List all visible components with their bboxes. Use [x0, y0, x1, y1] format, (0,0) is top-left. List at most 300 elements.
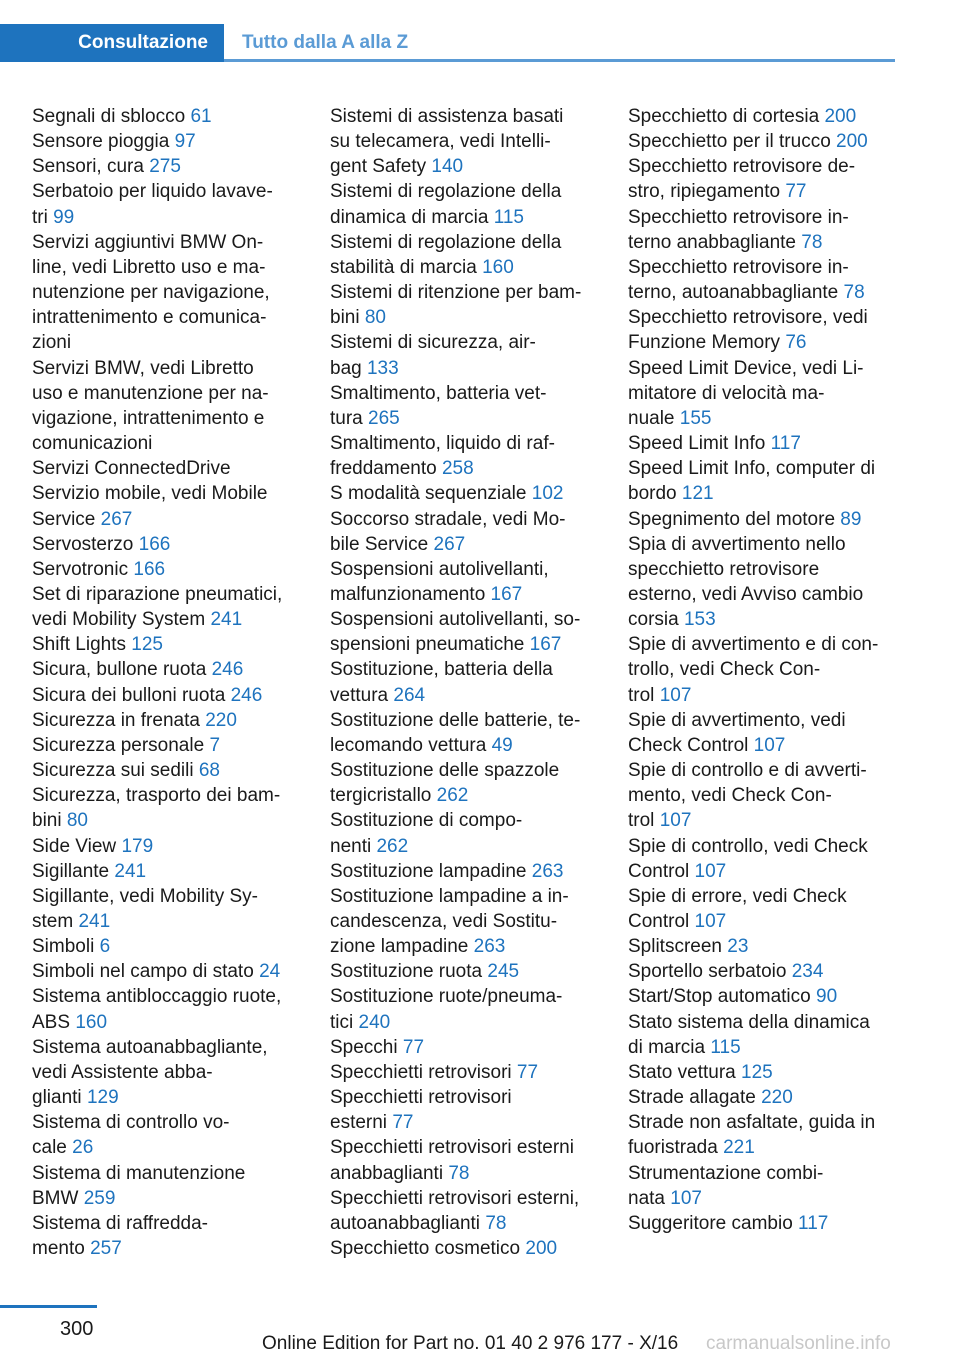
- index-entry: [628, 456, 896, 506]
- index-entry-term: Specchietti retrovisori: [330, 1087, 512, 1109]
- watermark: carmanualsonline.info: [706, 1333, 891, 1354]
- index-entry-text: [32, 104, 304, 129]
- page-link[interactable]: 166: [138, 533, 171, 555]
- index-entry-term: nuale: [628, 407, 675, 429]
- index-entry-text: [32, 959, 304, 984]
- index-entry-term: Sostituzione di compo-: [330, 810, 523, 832]
- page-link[interactable]: 258: [441, 458, 474, 480]
- page-link[interactable]: 259: [83, 1187, 116, 1209]
- page-link[interactable]: 263: [473, 936, 506, 958]
- page-link[interactable]: 77: [402, 1036, 425, 1058]
- page-link[interactable]: 107: [753, 734, 786, 756]
- index-entry-text: [32, 733, 304, 758]
- index-entry-term: Strumentazione combi-: [628, 1162, 824, 1184]
- index-entry-term: Sistemi di ritenzione per bam-: [330, 282, 582, 304]
- index-entry-term: Splitscreen: [628, 936, 722, 958]
- index-entry-text: [330, 1110, 602, 1135]
- page-link[interactable]: 121: [681, 483, 714, 505]
- index-entry-term: ABS: [32, 1011, 71, 1033]
- page-link[interactable]: 26: [72, 1137, 94, 1159]
- index-entry-text: [32, 934, 304, 959]
- index-entry: [628, 1110, 896, 1160]
- index-entry-term: Sostituzione lampadine: [330, 860, 527, 882]
- index-column-2: [330, 104, 602, 1261]
- index-entry-text: [330, 1161, 602, 1186]
- index-entry-text: [32, 708, 304, 733]
- page-link[interactable]: 80: [364, 307, 386, 329]
- index-entry-term: stro, ripiegamento: [628, 181, 781, 203]
- index-entry-term: dinamica di marcia: [330, 206, 489, 228]
- page-link[interactable]: 167: [529, 634, 562, 656]
- index-entry: [330, 1085, 602, 1135]
- page-link[interactable]: 264: [393, 684, 426, 706]
- index-entry-text: [330, 406, 602, 431]
- page-link[interactable]: 77: [516, 1061, 539, 1083]
- index-entry-text: [628, 984, 896, 1009]
- index-entry-text: [628, 1085, 896, 1110]
- index-entry-term: Specchietto di cortesia: [628, 106, 820, 127]
- index-entry: [32, 984, 304, 1034]
- index-entry: [330, 507, 602, 557]
- page-link[interactable]: 24: [259, 961, 281, 983]
- index-entry-term: Sicurezza personale: [32, 734, 205, 756]
- index-entry-term: Sistema di manutenzione: [32, 1162, 246, 1184]
- index-entry-term: Sistemi di regolazione della: [330, 181, 562, 203]
- index-entry-text: [330, 481, 602, 506]
- page-link[interactable]: 221: [723, 1137, 755, 1159]
- index-entry: [628, 129, 896, 154]
- index-entry: [628, 934, 896, 959]
- index-entry-term: tergicristallo: [330, 785, 432, 807]
- page-link[interactable]: 153: [683, 609, 716, 631]
- index-entry-term: Speed Limit Device, vedi Li-: [628, 357, 864, 379]
- page-link[interactable]: 179: [121, 835, 154, 857]
- page-link[interactable]: 140: [431, 156, 464, 178]
- index-entry: [32, 758, 304, 783]
- index-entry-term: tici: [330, 1011, 354, 1033]
- page-link[interactable]: 125: [741, 1061, 773, 1083]
- index-entry-term: Servizi ConnectedDrive: [32, 458, 231, 480]
- page-link[interactable]: 117: [770, 433, 801, 455]
- index-entry-term: spensioni pneumatiche: [330, 634, 525, 656]
- index-entry-text: [330, 632, 602, 657]
- index-entry-text: [32, 1035, 304, 1060]
- page-link[interactable]: 99: [53, 206, 75, 228]
- index-entry-term: Sistema di raffredda-: [32, 1212, 209, 1234]
- index-entry-term: Sostituzione ruote/pneuma-: [330, 986, 563, 1008]
- index-entry-text: [330, 431, 602, 456]
- index-entry: [32, 859, 304, 884]
- index-entry-text: [32, 884, 304, 909]
- index-entry: [330, 984, 602, 1034]
- index-entry-term: fuoristrada: [628, 1137, 718, 1159]
- index-entry-text: [330, 959, 602, 984]
- index-entry-term: tura: [330, 407, 363, 429]
- page-link[interactable]: 77: [392, 1112, 414, 1134]
- section-tab-consultazione[interactable]: Consultazione: [0, 24, 224, 62]
- index-entry-text: [32, 1236, 304, 1261]
- page-link[interactable]: 117: [798, 1212, 829, 1234]
- index-entry-term: Specchietto retrovisore in-: [628, 206, 849, 228]
- index-entry-text: [330, 783, 602, 808]
- index-entry-text: [628, 104, 896, 129]
- index-entry-term: Specchietti retrovisori: [330, 1061, 512, 1083]
- index-entry-term: vigazione, intrattenimento e: [32, 407, 265, 429]
- page-link[interactable]: 245: [487, 961, 520, 983]
- index-entry-term: Stato vettura: [628, 1061, 736, 1083]
- page-link[interactable]: 265: [368, 407, 400, 429]
- index-entry: [32, 783, 304, 833]
- index-entry-text: [32, 909, 304, 934]
- page-link[interactable]: 200: [836, 131, 868, 153]
- index-entry-term: mitatore di velocità ma-: [628, 382, 825, 404]
- index-entry: [628, 1060, 896, 1085]
- index-entry: [628, 959, 896, 984]
- index-entry-text: [330, 305, 602, 330]
- page-link[interactable]: 78: [843, 282, 865, 304]
- index-entry-term: Start/Stop automatico: [628, 986, 811, 1008]
- index-entry-text: [32, 808, 304, 833]
- page-link[interactable]: 246: [211, 659, 244, 681]
- page-link[interactable]: 78: [448, 1162, 470, 1184]
- index-entry-text: [628, 330, 896, 355]
- index-entry-text: [628, 456, 896, 481]
- page-link[interactable]: 107: [659, 810, 692, 832]
- index-entry-term: Sistema di controllo vo-: [32, 1112, 230, 1134]
- index-entry-term: trol: [628, 810, 655, 832]
- index-entry: [32, 733, 304, 758]
- index-entry-term: terno, autoanabbagliante: [628, 282, 839, 304]
- index-entry-text: [330, 381, 602, 406]
- index-entry: [330, 481, 602, 506]
- index-entry-term: esterno, vedi Avviso cambio: [628, 583, 864, 605]
- page-link[interactable]: 262: [436, 785, 469, 807]
- index-entry: [32, 557, 304, 582]
- page-link[interactable]: 23: [727, 936, 749, 958]
- index-entry-text: [32, 632, 304, 657]
- index-entry-term: Sensori, cura: [32, 156, 144, 178]
- index-entry-term: line, vedi Libretto uso e ma-: [32, 256, 266, 278]
- index-entry: [330, 1135, 602, 1185]
- page-link[interactable]: 77: [785, 181, 807, 203]
- index-entry: [330, 859, 602, 884]
- index-entry-text: [32, 984, 304, 1009]
- index-entry-term: Spie di errore, vedi Check: [628, 885, 847, 907]
- index-entry: [628, 104, 896, 129]
- index-entry-term: gent Safety: [330, 156, 427, 178]
- page-link[interactable]: 6: [99, 936, 111, 958]
- index-entry-text: [330, 808, 602, 833]
- index-entry-text: [628, 1186, 896, 1211]
- page-link[interactable]: 115: [493, 206, 524, 228]
- index-entry-text: [32, 280, 304, 305]
- page-link[interactable]: 76: [785, 332, 807, 354]
- index-entry: [32, 532, 304, 557]
- index-entry-text: [330, 884, 602, 909]
- page-link[interactable]: 166: [133, 558, 166, 580]
- index-entry-text: [628, 683, 896, 708]
- index-entry-term: Serbatoio per liquido lavave-: [32, 181, 273, 203]
- page-link[interactable]: 241: [114, 860, 147, 882]
- index-entry-text: [32, 431, 304, 456]
- index-entry-term: Set di riparazione pneumatici,: [32, 583, 283, 605]
- page-link[interactable]: 7: [209, 734, 221, 756]
- page-link[interactable]: 107: [659, 684, 692, 706]
- index-entry: [330, 607, 602, 657]
- index-entry-term: Sicurezza in frenata: [32, 709, 200, 731]
- page-link[interactable]: 78: [801, 231, 823, 253]
- index-entry-term: su telecamera, vedi Intelli-: [330, 131, 551, 153]
- index-entry-term: Spie di avvertimento e di con-: [628, 634, 879, 656]
- index-entry-text: [32, 783, 304, 808]
- index-entry-text: [330, 758, 602, 783]
- page-link[interactable]: 68: [198, 760, 220, 782]
- index-entry-text: [32, 607, 304, 632]
- header-rule: [224, 59, 895, 62]
- page-link[interactable]: 262: [376, 835, 409, 857]
- page-link[interactable]: 240: [358, 1011, 391, 1033]
- page-link[interactable]: 133: [366, 357, 399, 379]
- index-entry-term: Sistema antibloccaggio ruote,: [32, 986, 282, 1008]
- index-entry-term: trollo, vedi Check Con-: [628, 659, 821, 681]
- index-entry-term: mento, vedi Check Con-: [628, 785, 832, 807]
- index-entry: [628, 305, 896, 355]
- index-entry-text: [628, 859, 896, 884]
- index-entry-term: Segnali di sblocco: [32, 106, 186, 127]
- page-link[interactable]: 241: [78, 911, 111, 932]
- index-entry-text: [628, 1110, 896, 1135]
- page-link[interactable]: 61: [190, 106, 212, 127]
- index-entry-text: [330, 582, 602, 607]
- page-link[interactable]: 115: [710, 1036, 741, 1058]
- index-entry-text: [330, 1010, 602, 1035]
- index-entry-term: Specchietti retrovisori esterni,: [330, 1187, 580, 1209]
- index-entry-term: Specchi: [330, 1036, 398, 1058]
- index-entry: [330, 230, 602, 280]
- index-entry-term: anabbaglianti: [330, 1162, 444, 1184]
- page-link[interactable]: 102: [531, 483, 564, 505]
- index-entry-text: [628, 708, 896, 733]
- index-entry-text: [628, 1060, 896, 1085]
- index-entry-text: [330, 1085, 602, 1110]
- index-entry-text: [628, 1135, 896, 1160]
- index-entry-term: Simboli: [32, 936, 95, 958]
- page-link[interactable]: 80: [66, 810, 88, 832]
- index-entry-term: Sigillante, vedi Mobility Sy-: [32, 885, 258, 907]
- index-entry-text: [628, 280, 896, 305]
- index-entry: [330, 179, 602, 229]
- index-entry-text: [32, 1211, 304, 1236]
- page-link[interactable]: 107: [670, 1187, 702, 1209]
- index-entry-text: [330, 154, 602, 179]
- index-entry-text: [32, 230, 304, 255]
- index-entry-term: Simboli nel campo di stato: [32, 961, 254, 983]
- index-entry: [628, 205, 896, 255]
- index-entry-text: [32, 1110, 304, 1135]
- index-entry-term: Spia di avvertimento nello: [628, 533, 846, 555]
- index-entry-term: S modalità sequenziale: [330, 483, 527, 505]
- index-entry-term: esterni: [330, 1112, 388, 1134]
- index-entry: [628, 1010, 896, 1060]
- index-entry-text: [628, 230, 896, 255]
- index-entry-text: [628, 532, 896, 557]
- index-entry: [330, 959, 602, 984]
- index-entry: [32, 456, 304, 481]
- index-entry: [628, 154, 896, 204]
- page-link[interactable]: 107: [694, 860, 727, 882]
- index-entry-text: [330, 280, 602, 305]
- page-link[interactable]: 220: [761, 1087, 793, 1109]
- index-entry-text: [32, 1085, 304, 1110]
- footer-rule: [0, 1305, 97, 1308]
- index-entry-text: [330, 129, 602, 154]
- page-link[interactable]: 246: [230, 684, 263, 706]
- index-entry: [330, 808, 602, 858]
- index-entry-text: [330, 1135, 602, 1160]
- page-link[interactable]: 97: [174, 131, 196, 153]
- index-entry: [32, 632, 304, 657]
- index-entry: [32, 481, 304, 531]
- index-column-1: [32, 104, 304, 1261]
- page-link[interactable]: 267: [100, 508, 133, 530]
- index-entry-term: nata: [628, 1187, 665, 1209]
- page-link[interactable]: 167: [490, 583, 523, 605]
- index-entry-text: [330, 1060, 602, 1085]
- page-link[interactable]: 160: [482, 256, 514, 278]
- page-link[interactable]: 234: [791, 961, 824, 983]
- index-entry-text: [628, 179, 896, 204]
- index-entry-text: [330, 532, 602, 557]
- index-entry-term: Sigillante: [32, 860, 110, 882]
- index-entry-text: [628, 884, 896, 909]
- index-entry-text: [330, 255, 602, 280]
- index-entry-text: [628, 356, 896, 381]
- index-entry-text: [628, 1010, 896, 1035]
- page-link[interactable]: 90: [816, 986, 838, 1008]
- index-entry-term: Check Control: [628, 734, 749, 756]
- page-link[interactable]: 275: [149, 156, 181, 178]
- index-entry: [32, 683, 304, 708]
- index-entry: [32, 1110, 304, 1160]
- page-link[interactable]: 241: [210, 609, 243, 631]
- page-link[interactable]: 263: [531, 860, 564, 882]
- index-entry-term: Sistemi di assistenza basati: [330, 106, 564, 127]
- index-entry: [628, 431, 896, 456]
- index-entry: [32, 934, 304, 959]
- index-entry-text: [330, 733, 602, 758]
- index-entry-term: Specchietto cosmetico: [330, 1238, 521, 1260]
- page-link[interactable]: 200: [525, 1238, 558, 1260]
- index-entry-term: Sostituzione, batteria della: [330, 659, 553, 681]
- index-entry: [628, 255, 896, 305]
- index-entry-text: [330, 657, 602, 682]
- index-entry: [330, 381, 602, 431]
- index-entry-text: [628, 808, 896, 833]
- index-entry-term: mento: [32, 1238, 85, 1260]
- index-entry: [330, 1236, 602, 1261]
- index-entry-term: Soccorso stradale, vedi Mo-: [330, 508, 566, 530]
- index-entry-term: Specchietto retrovisore de-: [628, 156, 856, 178]
- page-link[interactable]: 125: [131, 634, 163, 656]
- index-entry-term: Specchietti retrovisori esterni: [330, 1137, 574, 1159]
- index-entry-text: [32, 456, 304, 481]
- index-entry-term: bag: [330, 357, 362, 379]
- index-entry: [32, 1035, 304, 1110]
- index-entry-term: bini: [330, 307, 360, 329]
- index-entry-term: Sportello serbatoio: [628, 961, 787, 983]
- index-entry: [628, 758, 896, 833]
- index-entry: [628, 532, 896, 633]
- index-entry-term: zioni: [32, 332, 72, 354]
- index-entry-text: [32, 507, 304, 532]
- page-header: [0, 24, 895, 62]
- index-entry-text: [32, 1161, 304, 1186]
- index-entry: [32, 582, 304, 632]
- index-entry-text: [330, 834, 602, 859]
- index-entry-term: Servotronic: [32, 558, 129, 580]
- index-entry-text: [32, 1186, 304, 1211]
- index-entry-term: Servizi BMW, vedi Libretto: [32, 357, 254, 379]
- index-entry-term: Sostituzione delle spazzole: [330, 760, 560, 782]
- index-entry: [32, 884, 304, 934]
- index-entry-term: Servizi aggiuntivi BMW On-: [32, 231, 264, 253]
- index-entry-text: [628, 129, 896, 154]
- index-entry-text: [32, 481, 304, 506]
- index-entry-text: [32, 179, 304, 204]
- page-link[interactable]: 155: [679, 407, 712, 429]
- index-entry-term: Strade allagate: [628, 1087, 756, 1109]
- index-entry: [32, 230, 304, 356]
- index-entry: [330, 1186, 602, 1236]
- index-entry-text: [628, 607, 896, 632]
- index-entry: [32, 179, 304, 229]
- index-entry-term: malfunzionamento: [330, 583, 486, 605]
- index-entry-text: [628, 381, 896, 406]
- index-entry: [330, 657, 602, 707]
- page-link[interactable]: 160: [75, 1011, 108, 1033]
- index-entry-text: [32, 1135, 304, 1160]
- page-link[interactable]: 267: [433, 533, 466, 555]
- index-entry-text: [330, 909, 602, 934]
- page-link[interactable]: 78: [485, 1212, 507, 1234]
- index-entry-term: Spie di avvertimento, vedi: [628, 709, 846, 731]
- page-link[interactable]: 129: [86, 1087, 119, 1109]
- page-link[interactable]: 257: [90, 1238, 122, 1260]
- index-entry-text: [330, 1236, 602, 1261]
- index-entry-term: Side View: [32, 835, 117, 857]
- index-entry-term: vedi Assistente abba-: [32, 1061, 213, 1083]
- index-entry-text: [330, 356, 602, 381]
- page-link[interactable]: 89: [840, 508, 862, 530]
- index-entry: [32, 834, 304, 859]
- index-entry-text: [628, 481, 896, 506]
- index-entry-term: Control: [628, 911, 690, 932]
- section-tab-tutto-dalla-a-alla-z[interactable]: Tutto dalla A alla Z: [242, 32, 409, 53]
- page-link[interactable]: 107: [694, 911, 727, 932]
- page-link[interactable]: 200: [824, 106, 857, 127]
- index-entry: [628, 632, 896, 707]
- index-entry: [628, 834, 896, 884]
- index-entry-text: [330, 557, 602, 582]
- page-link[interactable]: 49: [491, 734, 513, 756]
- page-link[interactable]: 220: [205, 709, 237, 731]
- index-entry-term: intrattenimento e comunica-: [32, 307, 267, 329]
- index-entry-text: [32, 582, 304, 607]
- index-entry-text: [330, 330, 602, 355]
- index-entry-term: Smaltimento, batteria vet-: [330, 382, 547, 404]
- index-entry-term: bile Service: [330, 533, 429, 555]
- index-entry: [628, 708, 896, 758]
